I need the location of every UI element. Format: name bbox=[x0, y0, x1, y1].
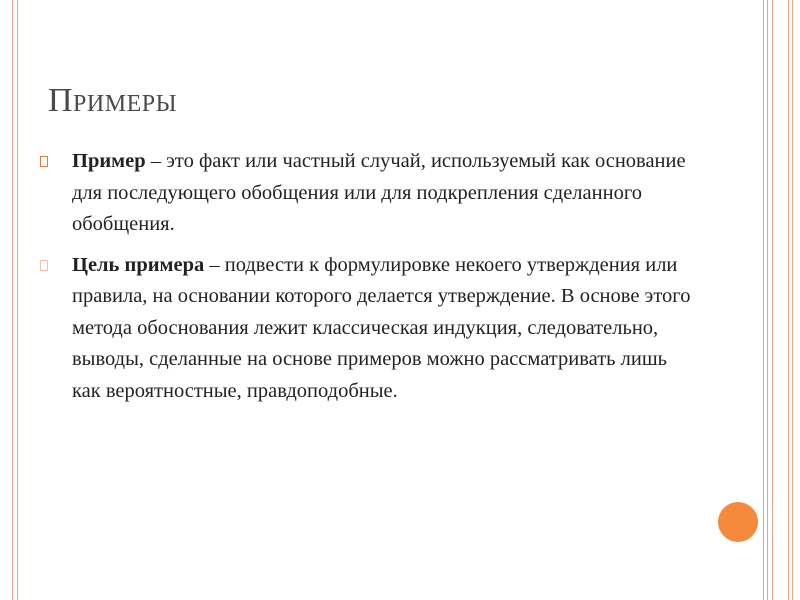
bullet-square-icon bbox=[40, 156, 48, 167]
frame-line-left-inner bbox=[17, 0, 18, 600]
bullet-item-2 bbox=[40, 250, 700, 408]
bullet-term: Пример bbox=[72, 150, 146, 172]
frame-line-right-4 bbox=[788, 0, 789, 600]
slide-content bbox=[40, 146, 700, 416]
frame-line-right-5 bbox=[792, 0, 793, 600]
slide-title: Примеры bbox=[48, 82, 178, 119]
bullet-text: – подвести к формулировке некоего утверждения или правила, на основании которого делается утверждение. В основе этого метода обоснования лежит классическая индукция, следовательно, выводы, сделанные на основе примеров можно рассматривать лишь как вероятностные, правдоподобные. bbox=[72, 253, 691, 402]
bullet-term: Цель примера bbox=[72, 253, 205, 276]
bullet-text: – это факт или частный случай, используемый как основание для последующего обобщения или для подкрепления сделанного обобщения. bbox=[72, 150, 686, 235]
frame-line-right-3 bbox=[772, 0, 773, 600]
frame-line-left-outer bbox=[12, 0, 13, 600]
decorative-circle bbox=[718, 502, 758, 542]
frame-line-right-1 bbox=[763, 0, 764, 600]
frame-line-right-2 bbox=[767, 0, 768, 600]
bullet-item-1 bbox=[40, 146, 700, 241]
bullet-square-icon bbox=[40, 260, 48, 271]
